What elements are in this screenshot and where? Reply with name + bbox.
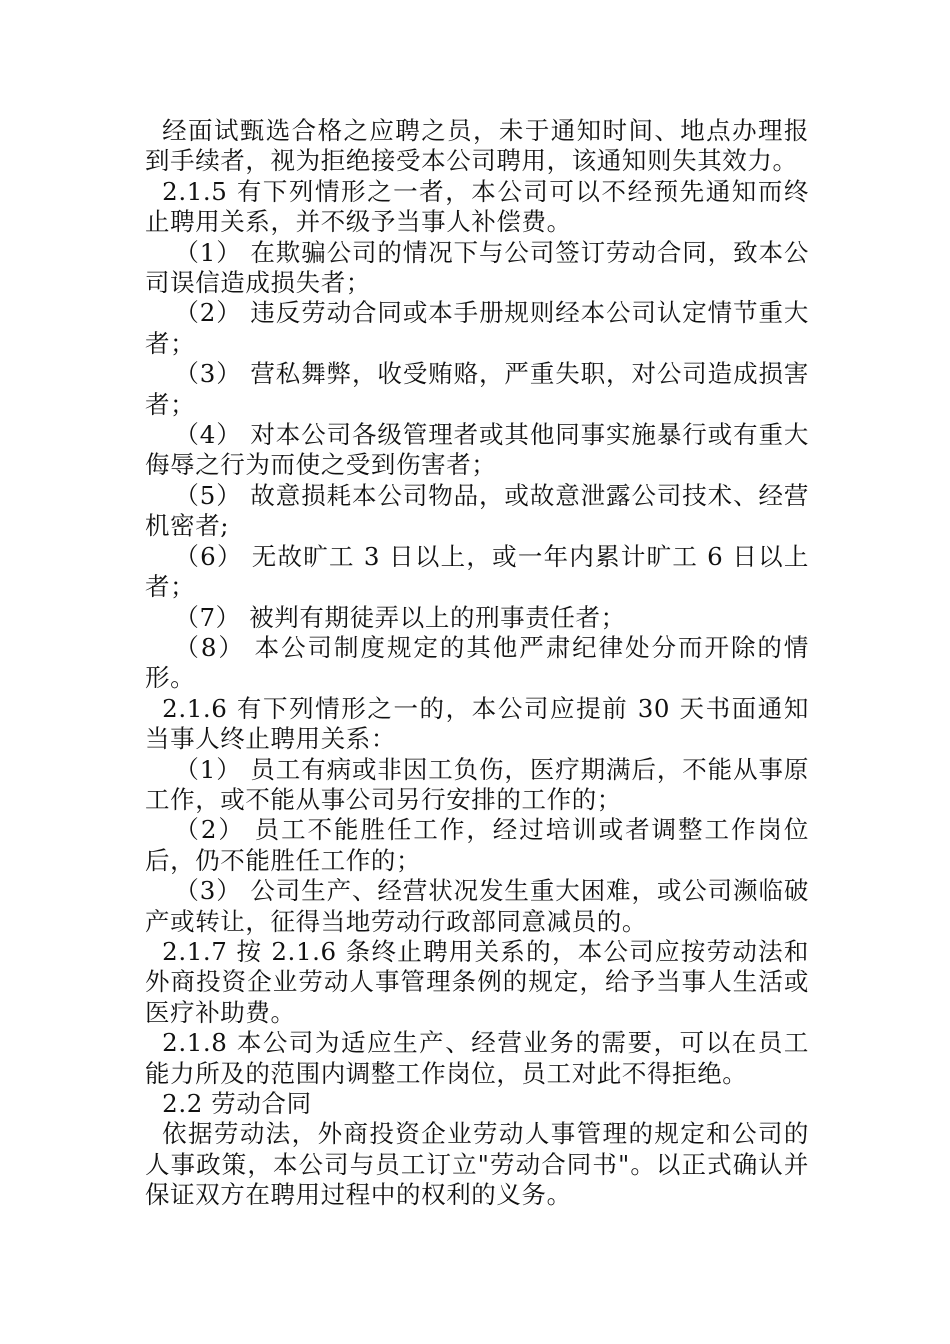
list-item: （2） 员工不能胜任工作，经过培训或者调整工作岗位后，仍不能胜任工作的； — [145, 815, 809, 875]
list-item: （5） 故意损耗本公司物品，或故意泄露公司技术、经营机密者; — [145, 480, 809, 541]
paragraph-report-deadline: 经面试甄选合格之应聘之员，未于通知时间、地点办理报到手续者，视为拒绝接受本公司聘用，该通知则失其效力。 — [145, 116, 809, 176]
list-item: （3） 营私舞弊，收受贿赂，严重失职，对公司造成损害者； — [145, 359, 809, 419]
paragraph-labor-contract: 依据劳动法，外商投资企业劳动人事管理的规定和公司的人事政策，本公司与员工订立"劳动合同书"。以正式确认并保证双方在聘用过程中的权利的义务。 — [145, 1119, 809, 1210]
list-item: （3） 公司生产、经营状况发生重大困难，或公司濒临破产或转让，征得当地劳动行政部同意减员的。 — [145, 876, 809, 936]
list-item: （1） 在欺骗公司的情况下与公司签订劳动合同，致本公司误信造成损失者； — [145, 237, 809, 298]
document-body — [145, 116, 809, 1211]
section-2-1-6: 2.1.6 有下列情形之一的，本公司应提前 30 天书面通知当事人终止聘用关系： — [145, 693, 809, 754]
list-item: （1） 员工有病或非因工负伤，医疗期满后，不能从事原工作，或不能从事公司另行安排的工作的； — [145, 754, 809, 814]
section-2-1-5: 2.1.5 有下列情形之一者，本公司可以不经预先通知而终止聘用关系，并不级予当事人补偿费。 — [145, 176, 809, 237]
section-2-1-8: 2.1.8 本公司为适应生产、经营业务的需要，可以在员工能力所及的范围内调整工作岗位，员工对此不得拒绝。 — [145, 1028, 809, 1088]
list-item: （6） 无故旷工 3 日以上，或一年内累计旷工 6 日以上者； — [145, 541, 809, 602]
list-item: （4） 对本公司各级管理者或其他同事实施暴行或有重大侮辱之行为而使之受到伤害者； — [145, 420, 809, 480]
list-item: （2） 违反劳动合同或本手册规则经本公司认定情节重大者； — [145, 298, 809, 358]
section-2-1-7: 2.1.7 按 2.1.6 条终止聘用关系的，本公司应按劳动法和外商投资企业劳动人事管理条例的规定，给予当事人生活或医疗补助费。 — [145, 936, 809, 1027]
list-item: （7） 被判有期徒弄以上的刑事责任者； — [174, 602, 626, 632]
section-heading-2-2: 2.2 劳动合同 — [162, 1089, 312, 1118]
list-item: （8） 本公司制度规定的其他严肃纪律处分而开除的情形。 — [145, 632, 809, 693]
